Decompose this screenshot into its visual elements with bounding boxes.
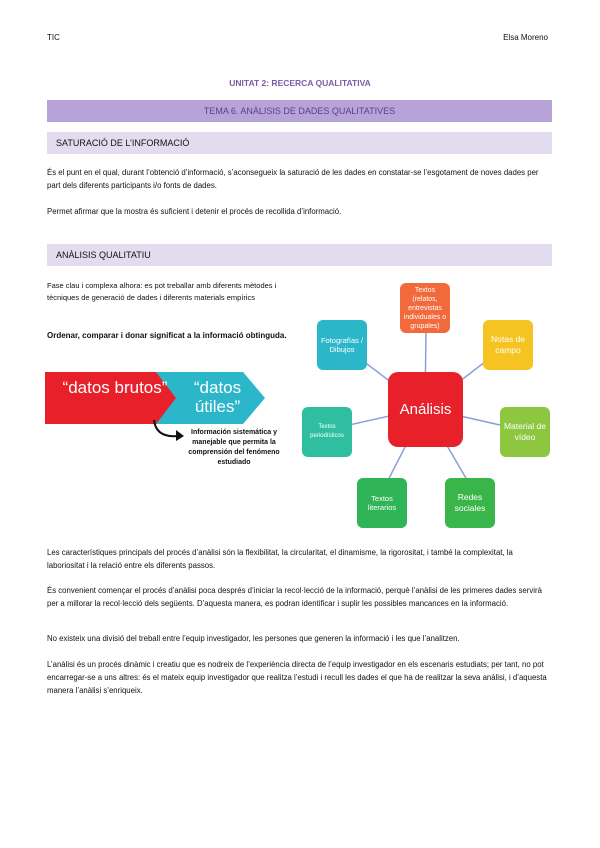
intro-text-1: Fase clau i complexa alhora: es pot treballar amb diferents mètodes i tècniques de generació de dades i diferents materials empírics <box>47 281 277 302</box>
header-left: TIC <box>47 33 60 42</box>
mindmap-node-label: Notas de campo <box>490 334 526 355</box>
paragraph: És convenient començar el procés d’anàlisi poca després d’iniciar la recol·lecció de la informació, perquè l’anàlisi de les primeres dades servirà per a millorar la recol·lecció dels següents. D’aquesta manera, es podran identificar i suplir les possibles mancances en la informació. <box>47 586 542 608</box>
paragraph: L’anàlisi és un procés dinàmic i creatiu que es nodreix de l’experiència directa de l’equip investigador en els escenaris estudiats; per tant, no pot encarregar-se a uns altres: és el mateix equip investigador que realitza l’estudi i recull les dades el que ha de realitzar la seva anàlisi, i d’aquesta manera l’anàlisi s’enriqueix. <box>47 660 547 695</box>
mindmap-node-label: Material de vídeo <box>503 421 547 442</box>
mindmap-node-textos <box>400 283 450 333</box>
mindmap-center-label: Análisis <box>399 400 452 418</box>
section-title-analisis <box>47 244 552 266</box>
useful-data-note: Información sistemática y manejable que permita la comprensión del fenómeno estudiado <box>188 429 280 466</box>
section-title-saturacio <box>47 132 552 154</box>
mindmap-node-label: Textos literarios <box>367 494 397 512</box>
mindmap-node-redes <box>445 478 495 528</box>
mindmap-node-label: Redes sociales <box>454 492 486 513</box>
chevron-useful-label: “datos útiles” <box>193 378 242 416</box>
mindmap-node-label: Fotografías / Dibujos <box>320 336 364 354</box>
unit-title: UNITAT 2: RECERCA QUALITATIVA <box>229 78 371 88</box>
paragraph: Les característiques principals del procés d’anàlisi són la flexibilitat, la circularitat, el dinamisme, la rigorositat, i també la complexitat, la laboriositat i la relació entre els diferents passos. <box>47 548 513 570</box>
mindmap-node-label: Textos (relatos, entrevistas individuales o grupales) <box>403 286 447 330</box>
header-right: Elsa Moreno <box>503 33 548 42</box>
chevron-raw-label: “datos brutos” <box>62 378 168 397</box>
mindmap-node-literarios <box>357 478 407 528</box>
theme-title: TEMA 6. ANÀLISIS DE DADES QUALITATIVES <box>47 100 552 122</box>
intro-text-2: Ordenar, comparar i donar significat a la informació obtinguda. <box>47 331 287 340</box>
section-title-text: SATURACIÓ DE L’INFORMACIÓ <box>56 138 190 148</box>
mindmap-node-label: Textos periodísticos <box>310 424 344 439</box>
section-title-text: ANÀLISIS QUALITATIU <box>56 250 151 260</box>
mindmap-node-periodisticos <box>302 407 352 457</box>
mindmap-node-notas <box>483 320 533 370</box>
paragraph: Permet afirmar que la mostra és suficient i detenir el procés de recollida d’informació. <box>47 207 342 216</box>
paragraph: És el punt en el qual, durant l’obtenció d’informació, s’aconsegueix la saturació de les dades en constatar-se l’esgotament de noves dades per part dels diferents participants i/o fonts de dades. <box>47 168 539 190</box>
mindmap <box>300 280 550 530</box>
mindmap-center <box>388 372 463 447</box>
mindmap-node-video <box>500 407 550 457</box>
paragraph: No existeix una divisió del treball entre l’equip investigador, les persones que generen la informació i les que l’analitzen. <box>47 634 460 643</box>
mindmap-node-fotografias <box>317 320 367 370</box>
